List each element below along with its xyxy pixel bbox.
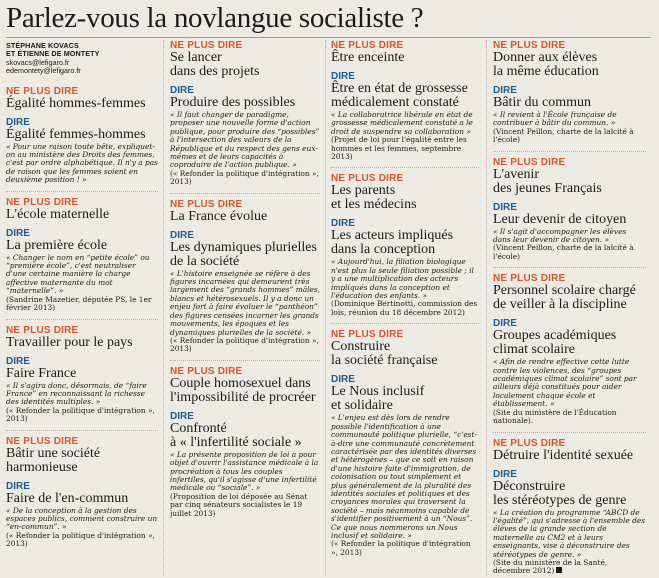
entry: [6, 86, 158, 192]
entry: [170, 199, 320, 361]
ne-plus-dire-label: NE PLUS DIRE: [6, 324, 79, 336]
entry: [331, 329, 479, 563]
old-expression: La France évolue: [170, 208, 268, 224]
ne-plus-dire-label: NE PLUS DIRE: [170, 365, 243, 377]
quote: « Il s'agit d'accompagner les élèves dans leur devenir de citoyen. »: [493, 226, 627, 245]
new-expression: Faire France: [6, 365, 77, 381]
dire-label: DIRE: [6, 480, 30, 492]
end-of-article-square-icon: [556, 567, 562, 573]
old-expression: Construire la société française: [331, 339, 438, 369]
quote: « Changer le nom en “petite école” ou “première école”, c'est neutraliser d'une certaine manière la charge affective maternante du mot “maternelle”. »: [6, 252, 150, 296]
quote-source-text: (Site du ministère de la Santé, décembre 2012): [493, 557, 608, 576]
column-2: [170, 40, 320, 578]
ne-plus-dire-label: NE PLUS DIRE: [493, 437, 566, 449]
old-expression: Les parents et les médecins: [331, 183, 417, 213]
ne-plus-dire-label: NE PLUS DIRE: [493, 156, 566, 168]
article-title: Parlez-vous la novlangue socialiste ?: [6, 2, 424, 34]
quote-source: (Vincent Peillon, charte de la laïcité à l'école): [493, 243, 634, 261]
new-expression: Être en état de grossesse médicalement constaté: [331, 81, 468, 110]
ne-plus-dire-label: NE PLUS DIRE: [6, 435, 79, 447]
column-1: [6, 40, 158, 578]
byline-author-2: ET ÉTIENNE DE MONTETY: [6, 49, 100, 59]
ne-plus-dire-label: NE PLUS DIRE: [331, 329, 404, 341]
quote-source: (Dominique Bertinotti, commission des lois, réunion du 18 décembre 2012): [331, 299, 478, 317]
dire-label: DIRE: [170, 410, 194, 422]
old-expression: Couple homosexuel dans l'impossibilité de procréer: [170, 375, 316, 405]
new-expression: Égalité femmes-hommes: [6, 126, 146, 142]
old-expression: Se lancer dans des projets: [170, 50, 260, 79]
entry: [6, 325, 158, 431]
quote-source: (Vincent Peillon, charte de la laïcité à l'école): [493, 126, 634, 145]
new-expression: Déconstruire les stéréotypes de genre: [493, 478, 627, 508]
byline-author-1: STÉPHANE KOVACS: [6, 41, 79, 50]
old-expression: Bâtir une société harmonieuse: [6, 445, 101, 475]
new-expression: Bâtir du commun: [493, 95, 591, 110]
byline: [6, 40, 158, 86]
entry: [493, 438, 646, 578]
entry: [331, 173, 479, 324]
column-divider: [325, 40, 326, 576]
quote-source: (« Refonder la politique d'intégration », 2013): [331, 539, 471, 557]
ne-plus-dire-label: NE PLUS DIRE: [6, 196, 79, 208]
entry: [493, 273, 646, 432]
new-expression: Le Nous inclusif et solidaire: [331, 384, 425, 414]
quote: « Pour une raison toute bête, expliquet-on au ministère des Droits des femmes, c'est par ordre alphabétique. Il n'y a pas de raison que les femmes soient en deuxième position ! »: [6, 141, 158, 185]
quote: « La collaboratrice libérale en état de grossesse médicalement constaté a le droit de suspendre sa collaboration »: [331, 110, 473, 136]
new-expression: Les acteurs impliqués dans la conception: [331, 228, 454, 258]
dire-label: DIRE: [493, 468, 517, 480]
old-expression: L'école maternelle: [6, 206, 110, 222]
entry: [170, 366, 320, 524]
dire-label: DIRE: [331, 71, 355, 82]
new-expression: Les dynamiques plurielles de la société: [170, 239, 317, 269]
byline-email-1: skovacs@lefigaro.fr: [6, 57, 70, 67]
ne-plus-dire-label: NE PLUS DIRE: [6, 85, 79, 97]
dire-label: DIRE: [170, 85, 194, 96]
quote: « L'enjeu est dès lors de rendre possible l'identification à une communauté politique plurielle, “c'est-à-dire une communauté concrètement caractérisée par des identités diverses et hétérogènes – que ce soit en raison d'une histoire faite d'immigration, de colonisation ou tout simplement et plus généralement de la pluralité des identités sociales et politiques et des croyances morales qui traversent la société – mais néanmoins capable de s'identifier positivement à un “Nous”. Ce que nous nommerons un Nous inclusif et solidaire. »: [331, 413, 477, 540]
ne-plus-dire-label: NE PLUS DIRE: [493, 273, 566, 285]
quote: « Il faut changer de paradigme, proposer une nouvelle forme d'action publique, pour produire des “possibles” à l'intersection des valeurs de la République et du respect des gens eux-mêmes et de leurs capacités à coproduire de l'action publique. »: [170, 110, 320, 170]
new-expression: Groupes académiques climat scolaire: [493, 328, 617, 358]
quote-source: (« Refonder la politique d'intégration », 2013): [6, 530, 155, 549]
quote-source: (Projet de loi pour l'égalité entre les hommes et les femmes, septembre 2013): [331, 135, 467, 162]
column-divider: [163, 40, 164, 576]
dire-label: DIRE: [6, 116, 30, 128]
quote-source: (Site du ministère de l'Éducation nationale).: [493, 407, 617, 426]
column-4: [493, 40, 646, 578]
quote-source: (« Refonder la politique d'intégration », 2013): [6, 405, 155, 424]
quote-source: (Sandrine Mazetier, députée PS, le 1er février 2013): [6, 294, 152, 313]
entry: [170, 40, 320, 194]
quote-source: (Proposition de loi déposée au Sénat par cinq sénateurs socialistes le 19 juillet 2013): [170, 491, 308, 518]
new-expression: La première école: [6, 237, 108, 253]
column-divider: [486, 40, 487, 576]
quote-source: [493, 559, 646, 576]
old-expression: Égalité hommes-femmes: [6, 95, 146, 111]
title-rule: [6, 37, 651, 38]
dire-label: DIRE: [170, 229, 194, 241]
old-expression: Donner aux élèves la même éducation: [493, 50, 599, 79]
dire-label: DIRE: [493, 318, 517, 330]
ne-plus-dire-label: NE PLUS DIRE: [331, 173, 404, 185]
old-expression: Être enceinte: [331, 50, 405, 65]
dire-label: DIRE: [6, 227, 30, 239]
column-3: [331, 40, 479, 578]
dire-label: DIRE: [331, 218, 355, 230]
ne-plus-dire-label: NE PLUS DIRE: [170, 198, 243, 210]
new-expression: Faire de l'en-commun: [6, 490, 129, 506]
quote: « De la conception à la gestion des espaces publics, comment construire un “en-commun”. »: [6, 505, 158, 532]
quote: « La présente proposition de loi a pour objet d'ouvrir l'assistance médicale à la procréation à tous les couples infertiles, qu'il s'agisse d'une infertilité médicale ou “sociale”. »: [170, 449, 319, 493]
ne-plus-dire-label: NE PLUS DIRE: [331, 40, 404, 51]
quote: « L'histoire enseignée se réfère à des figures incarnées qui demeurent très largement des “grands hommes” mâles, blancs et hétérosexuels. Il y a donc un enjeu fort à faire évoluer le “panthéon” des figures censées incarner les grands mouvements, les époques et les dynamiques plurielles de la société. »: [170, 268, 320, 337]
old-expression: Détruire l'identité sexuée: [493, 447, 634, 463]
quote: « Afin de rendre effective cette lutte contre les violences, des “groupes académiques climat scolaire” sont par ailleurs déjà constitués pour aider localement chaque école et établissement. »: [493, 357, 637, 409]
ne-plus-dire-label: NE PLUS DIRE: [170, 40, 243, 51]
entry: [493, 40, 646, 152]
old-expression: Travailler pour le pays: [6, 334, 133, 350]
quote: « Il revient à l'École française de contribuer à bâtir du commun. »: [493, 110, 617, 128]
entry: [6, 436, 158, 555]
quote-source: (« Refonder la politique d'intégration », 2013): [170, 335, 319, 354]
entry: [6, 197, 158, 320]
dire-label: DIRE: [493, 201, 517, 213]
ne-plus-dire-label: NE PLUS DIRE: [493, 40, 566, 51]
quote: « Il s'agira donc, désormais, de “faire France” en reconnaissant la richesse des identités multiples. »: [6, 380, 147, 407]
new-expression: Confronté à « l'infertilité sociale »: [170, 420, 302, 450]
dire-label: DIRE: [493, 85, 517, 96]
byline-email-2: edemontety@lefigaro.fr: [6, 66, 81, 76]
dire-label: DIRE: [6, 355, 30, 367]
quote: « Aujourd'hui, la filiation biologique n'est plus la seule filiation possible ; il y a une multiplication des acteurs impliqués dans la conception et l'éducation des enfants. »: [331, 257, 474, 301]
old-expression: Personnel scolaire chargé de veiller à la discipline: [493, 283, 636, 313]
entry: [331, 40, 479, 168]
old-expression: L'avenir des jeunes Français: [493, 166, 602, 196]
entry: [493, 157, 646, 269]
quote-source: (« Refonder la politique d'intégration », 2013): [170, 168, 319, 187]
quote: « La création du programme “ABCD de l'égalité”, qui s'adresse à l'ensemble des élèves de la grande section de maternelle au CM2 et à leurs enseignants, vise à déconstruire des stéréotypes de genre. »: [493, 507, 646, 559]
dire-label: DIRE: [331, 374, 355, 386]
new-expression: Produire des possibles: [170, 95, 296, 110]
new-expression: Leur devenir de citoyen: [493, 211, 627, 227]
